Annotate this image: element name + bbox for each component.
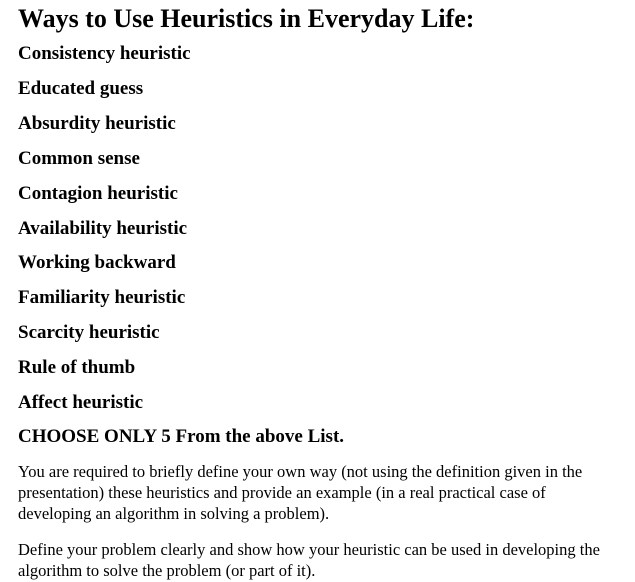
instruction-heading: CHOOSE ONLY 5 From the above List. <box>18 426 345 447</box>
heuristic-item-scarcity: Scarcity heuristic <box>18 322 160 343</box>
heuristic-item-availability: Availability heuristic <box>18 218 188 239</box>
heuristic-item-affect: Affect heuristic <box>18 392 144 413</box>
page-title: Ways to Use Heuristics in Everyday Life: <box>18 4 475 33</box>
heuristic-item-absurdity: Absurdity heuristic <box>18 113 176 134</box>
heuristic-item-rule-of-thumb: Rule of thumb <box>18 357 136 378</box>
problem-definition-paragraph: Define your problem clearly and show how your heuristic can be used in developing the algorithm to solve the problem (or part of it). <box>18 540 600 580</box>
instructions-paragraph: You are required to briefly define your own way (not using the definition given in the presentation) these heuristics and provide an example (in a real practical case of developing an algorithm in solving a problem). <box>18 462 583 523</box>
heuristic-item-familiarity: Familiarity heuristic <box>18 287 186 308</box>
heuristic-item-working-backward: Working backward <box>18 252 176 273</box>
heuristic-item-common-sense: Common sense <box>18 148 140 169</box>
heuristic-item-contagion: Contagion heuristic <box>18 183 178 204</box>
heuristic-item-educated-guess: Educated guess <box>18 78 144 99</box>
heuristic-item-consistency: Consistency heuristic <box>18 43 191 64</box>
